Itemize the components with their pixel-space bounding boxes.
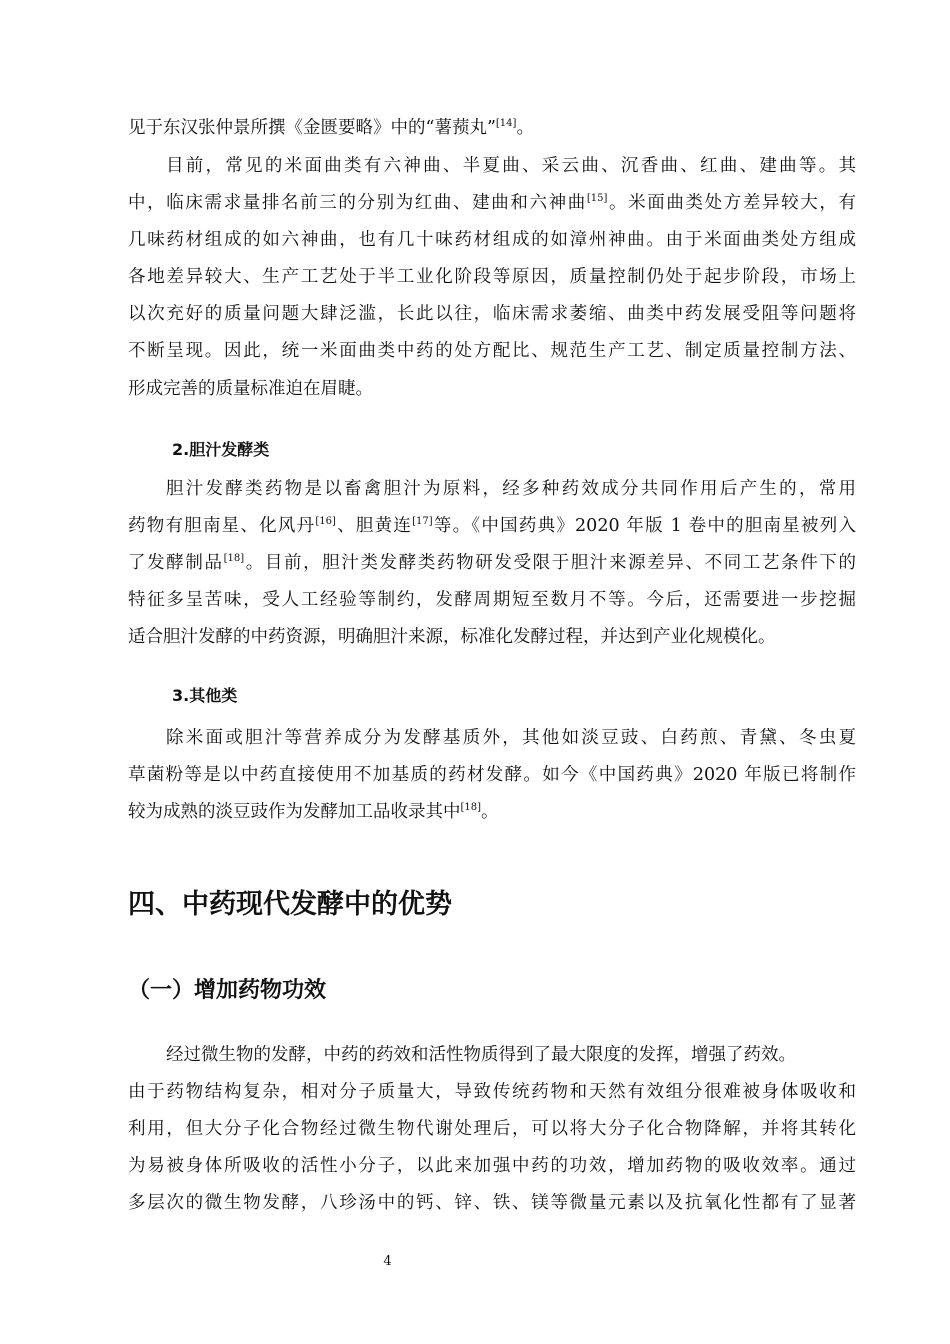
paragraph-line (128, 515, 856, 537)
citation-ref: [18] (223, 553, 245, 565)
paragraph-line: 由于药物结构复杂，相对分子质量大，导致传统药物和天然有效组分很难被身体吸收和 (128, 1082, 856, 1102)
paragraph-line: 几味药材组成的如六神曲，也有几十味药材组成的如漳州神曲。由于米面曲类处方组成 (128, 230, 856, 250)
section-heading: 2.胆汁发酵类 (172, 440, 270, 459)
text-span: 见于东汉张仲景所撰《金匮要略》中的“薯蓣丸” (128, 118, 496, 138)
text-span: 、胆黄连 (335, 516, 413, 536)
citation-ref: [16] (315, 516, 336, 528)
paragraph-line: 胆汁发酵类药物是以畜禽胆汁为原料，经多种药效成分共同作用后产生的，常用 (166, 479, 856, 499)
paragraph-line: 利用，但大分子化合物经过微生物代谢处理后，可以将大分子化合物降解，并将其转化 (128, 1119, 856, 1139)
text-span: 。米面曲类处方差异较大，有 (607, 193, 857, 213)
paragraph-line: 目前，常见的米面曲类有六神曲、半夏曲、采云曲、沉香曲、红曲、建曲等。其 (166, 156, 856, 176)
paragraph-line: 多层次的微生物发酵，八珍汤中的钙、锌、铁、镁等微量元素以及抗氧化性都有了显著 (128, 1193, 856, 1213)
paragraph-line: 各地差异较大、生产工艺处于半工业化阶段等原因，质量控制仍处于起步阶段，市场上 (128, 267, 856, 287)
paragraph-line: 特征多呈苦味，受人工经验等制约，发酵周期短至数月不等。今后，还需要进一步挖掘 (128, 590, 856, 610)
text-span: 。 (516, 118, 534, 138)
chapter-heading: 四、中药现代发酵中的优势 (128, 889, 452, 920)
text-span: 。 (481, 802, 499, 822)
paragraph-line: 形成完善的质量标准迫在眉睫。 (128, 379, 373, 399)
paragraph-line (128, 552, 856, 574)
paragraph-line: 以次充好的质量问题大肆泛滥，长此以往，临床需求萎缩、曲类中药发展受阻等问题将 (128, 304, 856, 324)
text-span: 。目前，胆汁类发酵类药物研发受限于胆汁来源差异、不同工艺条件下的 (244, 553, 857, 573)
page-number: 4 (383, 1254, 392, 1269)
citation-ref: [15] (586, 193, 608, 205)
text-span: 药物有胆南星、化风丹 (128, 516, 316, 536)
paragraph-line: 适合胆汁发酵的中药资源，明确胆汁来源，标准化发酵过程，并达到产业化规模化。 (128, 627, 776, 647)
paragraph-line: 不断呈现。因此，统一米面曲类中药的处方配比、规范生产工艺、制定质量控制方法、 (128, 341, 856, 361)
paragraph-line (128, 801, 499, 823)
subsection-heading: （一）增加药物功效 (128, 978, 327, 1003)
citation-ref: [14] (495, 118, 517, 130)
text-span: 等。《中国药典》2020 年版 1 卷中的胆南星被列入 (432, 516, 857, 536)
text-span: 较为成熟的淡豆豉作为发酵加工品收录其中 (128, 802, 461, 822)
intro-line (128, 117, 534, 139)
paragraph-line: 草菌粉等是以中药直接使用不加基质的药材发酵。如今《中国药典》2020 年版已将制作 (128, 765, 856, 785)
citation-ref: [18] (460, 802, 482, 814)
paragraph-line: 为易被身体所吸收的活性小分子，以此来加强中药的功效，增加药物的吸收效率。通过 (128, 1156, 856, 1176)
citation-ref: [17] (412, 516, 433, 528)
text-span: 中，临床需求量排名前三的分别为红曲、建曲和六神曲 (128, 193, 587, 213)
paragraph-line: 除米面或胆汁等营养成分为发酵基质外，其他如淡豆豉、白药煎、青黛、冬虫夏 (166, 728, 856, 748)
section-heading: 3.其他类 (172, 686, 238, 705)
paragraph-line (128, 192, 856, 214)
paragraph-line: 经过微生物的发酵，中药的药效和活性物质得到了最大限度的发挥，增强了药效。 (166, 1045, 796, 1065)
text-span: 了发酵制品 (128, 553, 224, 573)
